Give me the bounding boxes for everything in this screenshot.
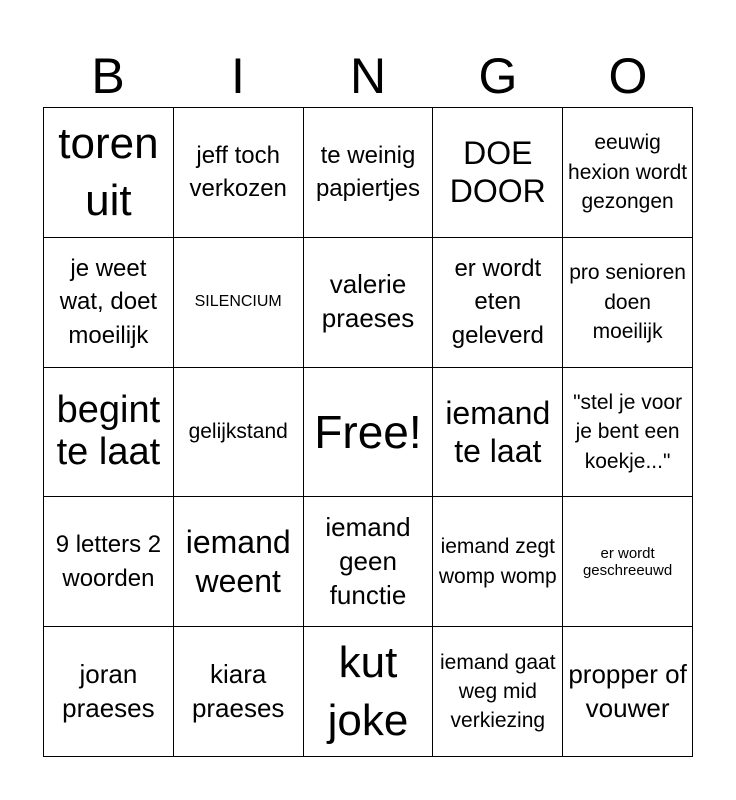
- bingo-cell[interactable]: [174, 497, 304, 627]
- bingo-cell-text: eeuwig hexion wordt gezongen: [568, 131, 688, 214]
- bingo-cell-text: DOE DOOR: [449, 135, 546, 210]
- bingo-cell[interactable]: [304, 238, 434, 368]
- bingo-cell[interactable]: [44, 368, 174, 498]
- bingo-cell-text: toren uit: [58, 119, 159, 226]
- bingo-cell[interactable]: [433, 627, 563, 757]
- bingo-cell[interactable]: [174, 368, 304, 498]
- bingo-cell-text: iemand te laat: [445, 394, 551, 469]
- bingo-cell-text: propper of vouwer: [568, 658, 687, 723]
- header-letter-o: O: [608, 48, 648, 104]
- bingo-card-grid: [43, 107, 693, 757]
- bingo-cell[interactable]: [563, 108, 693, 238]
- bingo-cell-text: te weinig papiertjes: [315, 141, 421, 203]
- header-letter-b: B: [91, 48, 125, 104]
- bingo-cell[interactable]: [433, 108, 563, 238]
- free-space-cell[interactable]: [304, 368, 434, 498]
- bingo-cell[interactable]: [304, 108, 434, 238]
- bingo-cell[interactable]: [304, 627, 434, 757]
- bingo-cell-text: iemand zegt womp womp: [438, 535, 557, 588]
- bingo-cell-text: je weet wat, doet moeilijk: [59, 254, 158, 349]
- bingo-cell-text: begint te laat: [56, 389, 161, 473]
- bingo-cell-text: 9 letters 2 woorden: [55, 531, 162, 592]
- bingo-cell[interactable]: [304, 497, 434, 627]
- header-letter-i: I: [231, 48, 245, 104]
- bingo-cell-text: iemand weent: [185, 524, 291, 599]
- bingo-cell-text: pro senioren doen moeilijk: [569, 261, 686, 343]
- bingo-cell-text: joran praeses: [62, 658, 155, 723]
- bingo-cell[interactable]: [433, 238, 563, 368]
- bingo-cell[interactable]: [563, 238, 693, 368]
- bingo-cell[interactable]: [433, 368, 563, 498]
- bingo-cell[interactable]: [174, 108, 304, 238]
- bingo-cell[interactable]: [44, 497, 174, 627]
- bingo-cell-text: valerie praeses: [321, 269, 415, 334]
- bingo-cell-text: "stel je voor je bent een koekje...": [573, 390, 683, 473]
- header-letter-n: N: [349, 48, 387, 104]
- bingo-cell[interactable]: [44, 238, 174, 368]
- header-letter-g: G: [478, 48, 518, 104]
- bingo-cell[interactable]: [563, 497, 693, 627]
- bingo-cell-text: gelijkstand: [188, 420, 288, 444]
- bingo-cell[interactable]: [563, 368, 693, 498]
- bingo-cell[interactable]: [563, 627, 693, 757]
- bingo-cell[interactable]: [433, 497, 563, 627]
- bingo-cell-text: iemand geen functie: [325, 512, 411, 610]
- bingo-cell-text: er wordt eten geleverd: [451, 254, 544, 349]
- bingo-header: [43, 44, 693, 108]
- bingo-cell[interactable]: [174, 627, 304, 757]
- bingo-cell-text: Free!: [314, 405, 422, 458]
- bingo-cell-text: SILENCIUM: [194, 293, 282, 310]
- bingo-cell[interactable]: [174, 238, 304, 368]
- bingo-cell-text: iemand gaat weg mid verkiezing: [439, 650, 556, 733]
- bingo-cell-text: er wordt geschreeuwd: [582, 544, 673, 579]
- bingo-cell[interactable]: [44, 108, 174, 238]
- bingo-cell-text: jeff toch verkozen: [189, 141, 287, 203]
- bingo-cell[interactable]: [44, 627, 174, 757]
- bingo-cell-text: kut joke: [327, 638, 409, 745]
- bingo-cell-text: kiara praeses: [191, 658, 285, 723]
